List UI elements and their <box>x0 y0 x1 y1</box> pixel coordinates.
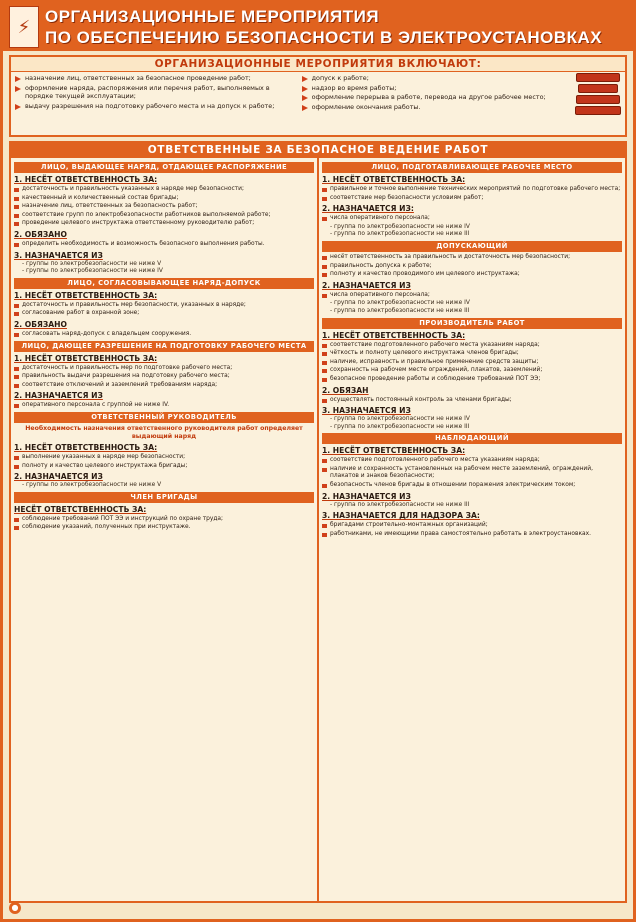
list-item: допуск к работе; <box>302 74 567 83</box>
list-item: достаточность и правильность мер безопасности, указанных в наряде; <box>14 302 314 310</box>
measures-heading: ОРГАНИЗАЦИОННЫЕ МЕРОПРИЯТИЯ ВКЛЮЧАЮТ: <box>11 57 625 72</box>
list-item: правильное и точное выполнение технических мероприятий по подготовке рабочего места; <box>322 186 622 194</box>
list-item: правильность допуска к работе; <box>322 263 622 271</box>
list-item: оформление наряда, распоряжения или перечня работ, выполняемых в порядке текущей эксплуатации; <box>15 84 294 101</box>
list-item: безопасное проведение работы и соблюдение требований ПОТ ЭЭ; <box>322 376 622 384</box>
header <box>3 3 633 51</box>
list-item: полноту и качество проводимого им целевого инструктажа; <box>322 271 622 279</box>
list-line: - группа по электробезопасности не ниже IV <box>330 223 470 230</box>
subheading: 2. ОБЯЗАН <box>322 385 369 395</box>
list-item: соответствие подготовленного рабочего места указаниям наряда; <box>322 457 622 465</box>
subheading: 2. НАЗНАЧАЕТСЯ ИЗ <box>14 472 103 482</box>
subheading: 1. НЕСЁТ ОТВЕТСТВЕННОСТЬ ЗА: <box>14 442 158 452</box>
right-column <box>317 158 625 902</box>
subheading: 3. НАЗНАЧАЕТСЯ ИЗ <box>14 250 103 260</box>
responsible-block <box>9 141 627 903</box>
subheading: 1. НЕСЁТ ОТВЕТСТВЕННОСТЬ ЗА: <box>14 290 158 300</box>
subheading: 1. НЕСЁТ ОТВЕТСТВЕННОСТЬ ЗА: <box>14 175 158 184</box>
responsible-heading: ОТВЕТСТВЕННЫЕ ЗА БЕЗОПАСНОЕ ВЕДЕНИЕ РАБОТ <box>11 143 625 158</box>
section-note: Необходимость назначения ответственного руководителя работ определяет выдающий наряд <box>25 424 303 440</box>
subheading: 2. НАЗНАЧАЕТСЯ ИЗ: <box>322 204 414 214</box>
subheading: 1. НЕСЁТ ОТВЕТСТВЕННОСТЬ ЗА: <box>322 446 466 456</box>
list-line: - группа по электробезопасности не ниже IV <box>330 416 470 423</box>
title-line-1: ОРГАНИЗАЦИОННЫЕ МЕРОПРИЯТИЯ <box>45 7 380 26</box>
list-item: числа оперативного персонала; <box>322 292 622 300</box>
list-item: качественный и количественный состав бригады; <box>14 195 314 203</box>
measures-right-list <box>298 72 571 116</box>
list-line: - группа по электробезопасности не ниже III <box>330 423 470 430</box>
subheading: 2. НАЗНАЧАЕТСЯ ИЗ <box>322 280 411 290</box>
list-item: наличие, исправность и правильное применение средств защиты; <box>322 359 622 367</box>
publisher-logo-icon: ● <box>9 902 21 914</box>
section-heading: НАБЛЮДАЮЩИЙ <box>322 433 622 444</box>
measures-block <box>9 55 627 137</box>
subheading: 3. НАЗНАЧАЕТСЯ ИЗ <box>322 406 411 416</box>
list-item: оформление перерыва в работе, перевода на другое рабочее место; <box>302 93 567 102</box>
list-item: назначение лиц, ответственных за безопасное проведение работ; <box>15 74 294 83</box>
list-item: сохранность на рабочем месте ограждений, плакатов, заземлений; <box>322 367 622 375</box>
list-item: правильность выдачи разрешения на подготовку рабочего места; <box>14 373 314 381</box>
footer <box>9 901 627 915</box>
list-item: соответствие групп по электробезопасности работников выполняемой работе; <box>14 212 314 220</box>
list-item: работниками, не имеющими права самостоятельно работать в электроустановках. <box>322 531 622 539</box>
measures-left-list <box>11 72 298 116</box>
worker-icon: ⚡ <box>9 6 39 48</box>
section-heading: ЛИЦО, ДАЮЩЕЕ РАЗРЕШЕНИЕ НА ПОДГОТОВКУ РАБОЧЕГО МЕСТА <box>14 341 314 352</box>
list-item: полноту и качество целевого инструктажа бригады; <box>14 463 314 471</box>
list-item: соответствие подготовленного рабочего места указаниям наряда; <box>322 342 622 350</box>
list-item: числа оперативного персонала; <box>322 215 622 223</box>
list-item: надзор во время работы; <box>302 84 567 93</box>
list-line: - группа по электробезопасности не ниже IV <box>330 300 470 307</box>
subheading: 2. НАЗНАЧАЕТСЯ ИЗ <box>14 391 103 401</box>
list-item: соблюдение указаний, полученных при инструктаже. <box>14 524 314 532</box>
list-item: несёт ответственность за правильность и достаточность мер безопасности; <box>322 254 622 262</box>
list-item: согласовать наряд-допуск с владельцем сооружения. <box>14 331 314 339</box>
subheading: 3. НАЗНАЧАЕТСЯ ДЛЯ НАДЗОРА ЗА: <box>322 511 480 521</box>
list-item: определить необходимость и возможность безопасного выполнения работы. <box>14 241 314 249</box>
subheading: 1. НЕСЁТ ОТВЕТСТВЕННОСТЬ ЗА: <box>14 353 158 363</box>
books-icon <box>571 72 625 116</box>
list-item: достаточность и правильность указанных в наряде мер безопасности; <box>14 186 314 194</box>
list-item: согласование работ в охранной зоне; <box>14 310 314 318</box>
section-heading: ЛИЦО, ПОДГОТАВЛИВАЮЩЕЕ РАБОЧЕЕ МЕСТО <box>322 162 622 173</box>
list-item: оформление окончания работы. <box>302 103 567 112</box>
subheading: 1. НЕСЁТ ОТВЕТСТВЕННОСТЬ ЗА: <box>322 330 466 340</box>
subheading: 2. ОБЯЗАНО <box>14 229 67 239</box>
list-item: соответствие отключений и заземлений требованиям наряда; <box>14 382 314 390</box>
list-item: назначение лиц, ответственных за безопасность работ; <box>14 203 314 211</box>
list-item: наличие и сохранность установленных на рабочем месте заземлений, ограждений, плакатов и знаков безопасности; <box>322 466 622 481</box>
section-heading: ОТВЕТСТВЕННЫЙ РУКОВОДИТЕЛЬ <box>14 412 314 423</box>
subheading: 1. НЕСЁТ ОТВЕТСТВЕННОСТЬ ЗА: <box>322 175 466 184</box>
list-line: - группы по электробезопасности не ниже V <box>22 482 162 489</box>
list-item: достаточность и правильность мер по подготовке рабочего места; <box>14 365 314 373</box>
list-line: - группа по электробезопасности не ниже III <box>330 307 470 314</box>
list-item: осуществлять постоянный контроль за членами бригады; <box>322 397 622 405</box>
title-line-2: ПО ОБЕСПЕЧЕНИЮ БЕЗОПАСНОСТИ В ЭЛЕКТРОУСТАНОВКАХ <box>45 28 603 47</box>
section-heading: ЛИЦО, СОГЛАСОВЫВАЮЩЕЕ НАРЯД-ДОПУСК <box>14 278 314 289</box>
list-line: - группы по электробезопасности не ниже V <box>22 260 162 267</box>
list-item: соблюдение требований ПОТ ЭЭ и инструкций по охране труда; <box>14 516 314 524</box>
subheading: 2. НАЗНАЧАЕТСЯ ИЗ <box>322 491 411 501</box>
subheading: НЕСЁТ ОТВЕТСТВЕННОСТЬ ЗА: <box>14 504 147 514</box>
list-line: - группа по электробезопасности не ниже III <box>330 231 470 238</box>
section-heading: ЛИЦО, ВЫДАЮЩЕЕ НАРЯД, ОТДАЮЩЕЕ РАСПОРЯЖЕНИЕ <box>14 162 314 173</box>
list-line: - группы по электробезопасности не ниже IV <box>22 268 163 275</box>
list-item: проведение целевого инструктажа ответственному руководителю работ; <box>14 220 314 228</box>
list-item: оперативного персонала с группой не ниже IV. <box>14 402 314 410</box>
list-item: выполнение указанных в наряде мер безопасности; <box>14 454 314 462</box>
list-item: безопасность членов бригады в отношении поражения электрическим током; <box>322 482 622 490</box>
list-line: - группа по электробезопасности не ниже III <box>330 501 470 508</box>
section-heading: ПРОИЗВОДИТЕЛЬ РАБОТ <box>322 318 622 329</box>
subheading: 2. ОБЯЗАНО <box>14 319 67 329</box>
section-heading: ЧЛЕН БРИГАДЫ <box>14 492 314 503</box>
section-heading: ДОПУСКАЮЩИЙ <box>322 241 622 252</box>
left-column <box>11 158 317 902</box>
list-item: соответствие мер безопасности условиям работ; <box>322 195 622 203</box>
list-item: бригадами строительно-монтажных организаций; <box>322 522 622 530</box>
list-item: выдачу разрешения на подготовку рабочего места и на допуск к работе; <box>15 102 294 111</box>
list-item: чёткость и полноту целевого инструктажа членов бригады; <box>322 350 622 358</box>
